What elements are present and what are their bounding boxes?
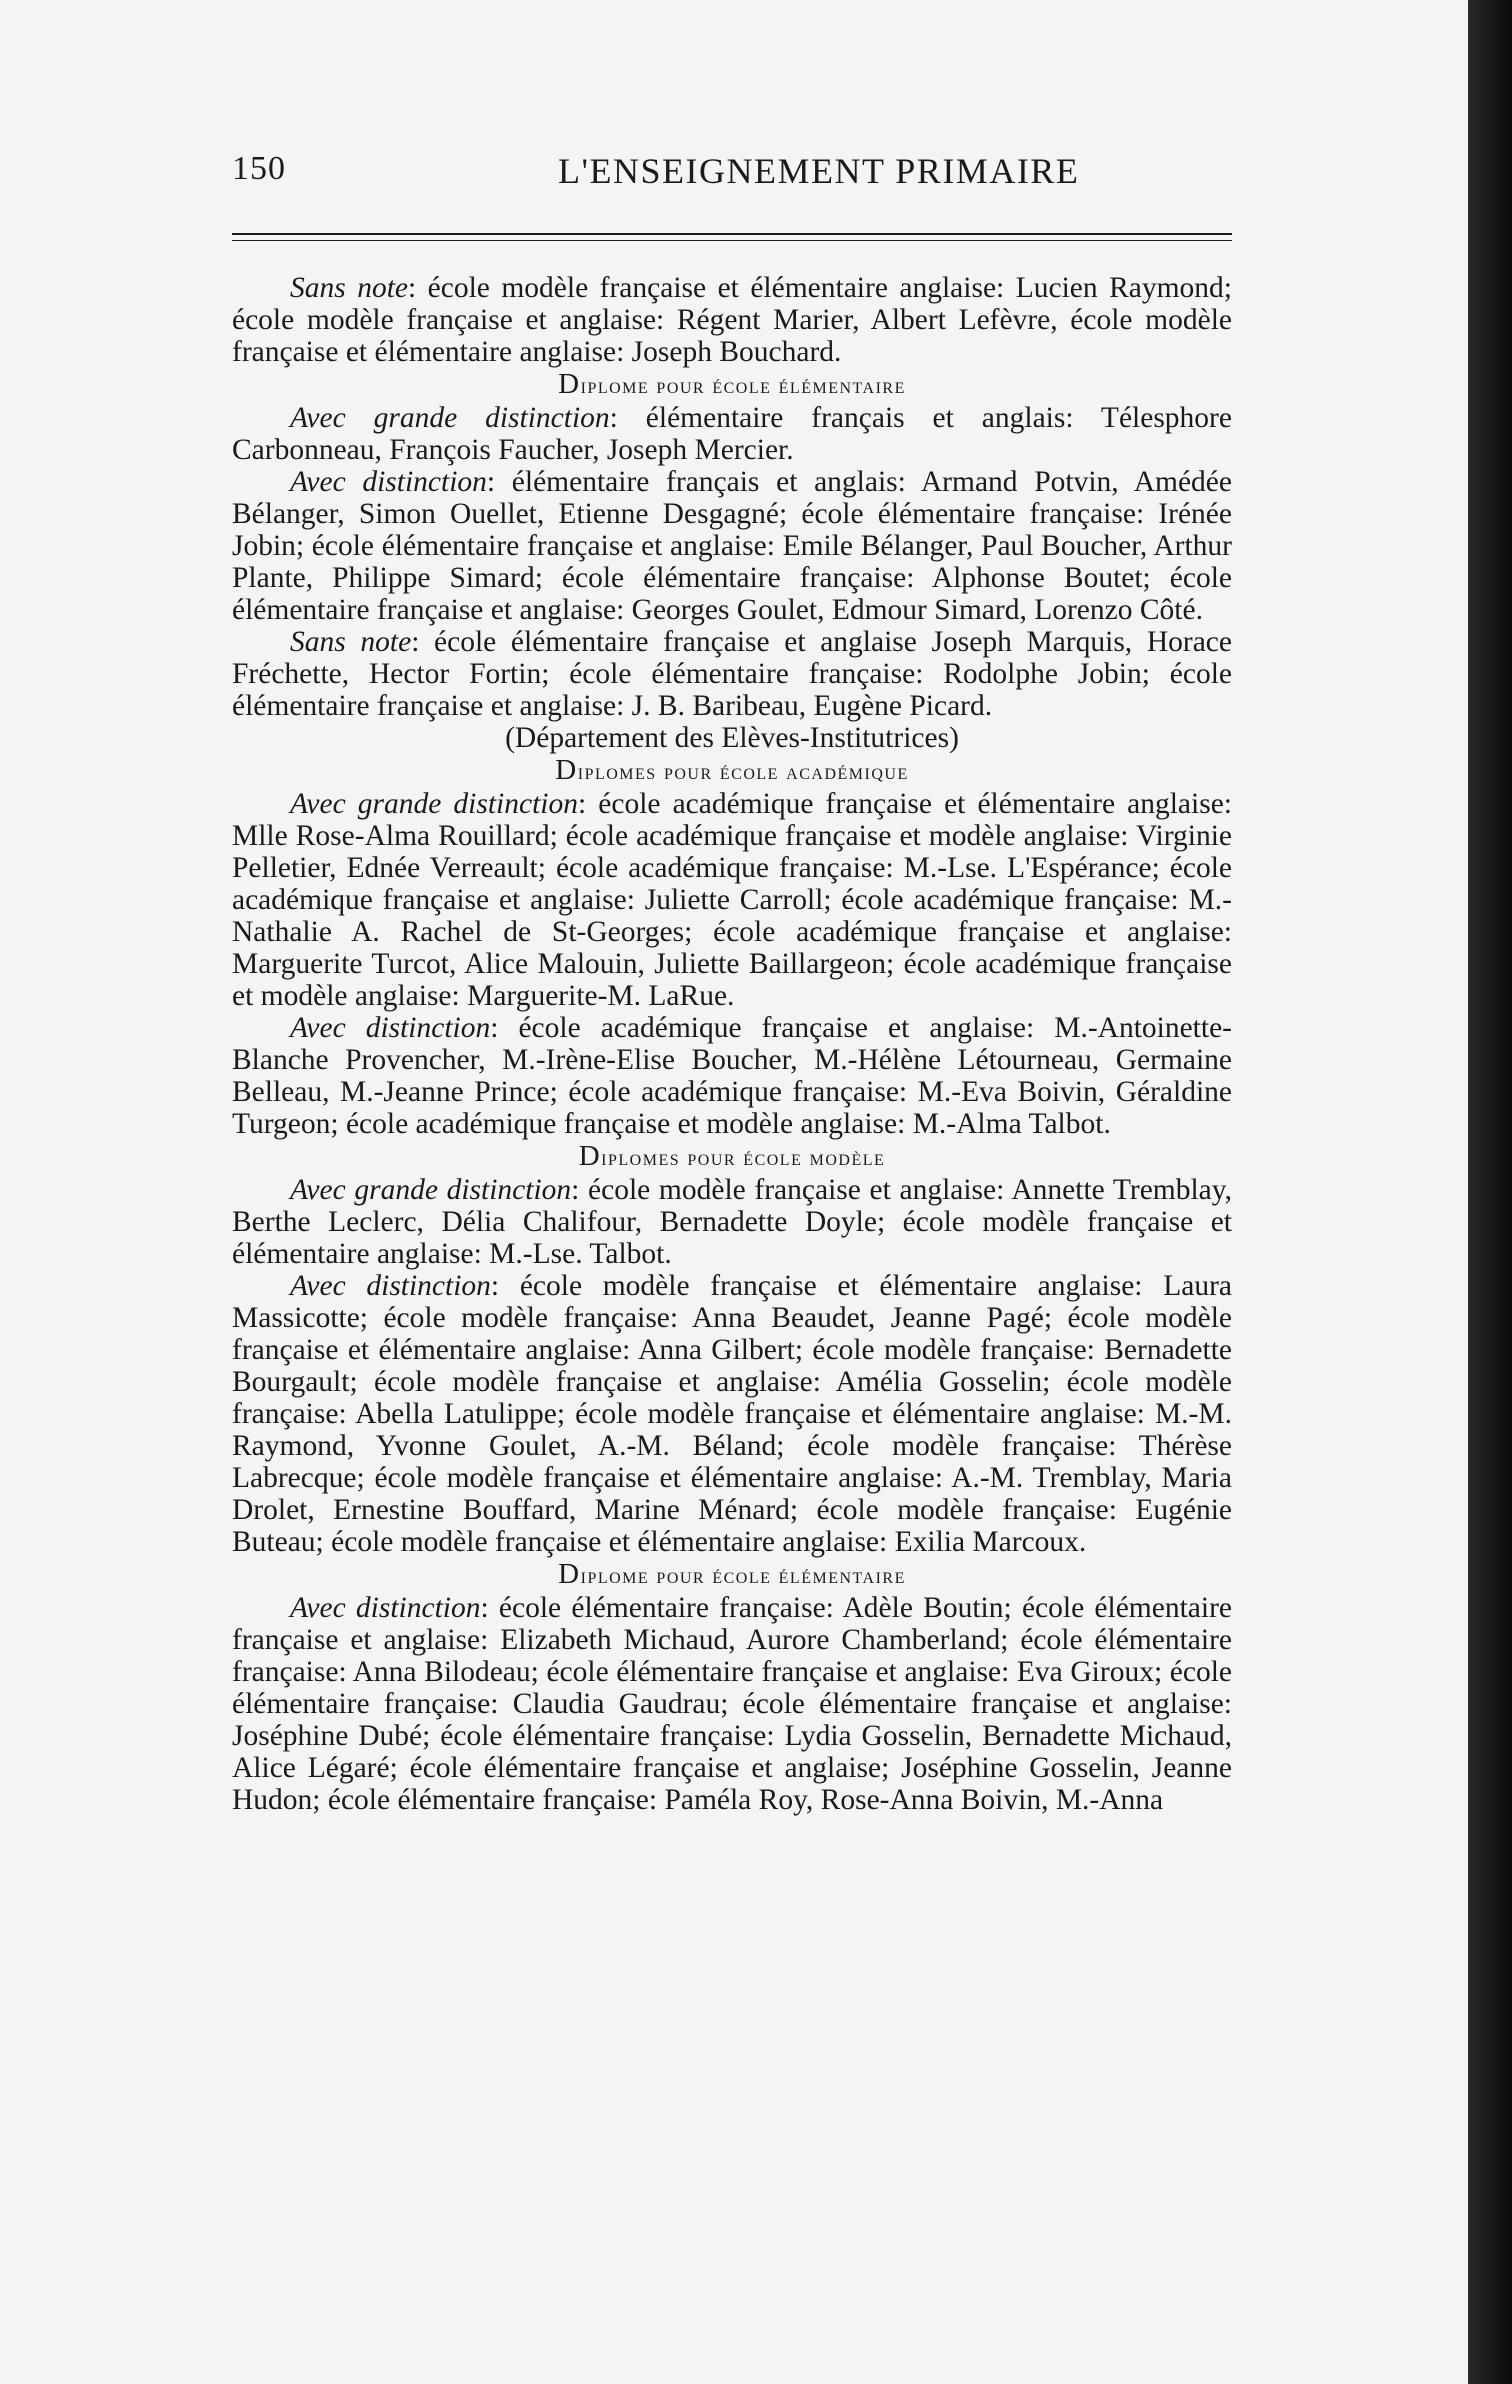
- page-number: 150: [232, 150, 286, 187]
- heading-text: iplome pour école élémentaire: [580, 1563, 906, 1588]
- list-paragraph: [232, 1270, 1232, 1558]
- running-title: L'ENSEIGNEMENT PRIMAIRE: [558, 151, 1080, 191]
- paragraph-lead: Avec distinction: [290, 1270, 491, 1302]
- paragraph-lead: Sans note: [290, 626, 412, 658]
- list-paragraph: [232, 1592, 1232, 1816]
- paragraph-lead: Avec distinction: [290, 1012, 491, 1044]
- heading-text: iplomes pour école modèle: [601, 1145, 886, 1170]
- paragraph-text: : élémentaire français et anglais: Télesphore Carbonneau, François Faucher, Joseph Mercier.: [232, 402, 1232, 466]
- heading-text: iplomes pour école académique: [577, 759, 909, 784]
- heading-initial: D: [555, 754, 578, 786]
- paragraph-text: : école académique française et élémentaire anglaise: Mlle Rose-Alma Rouillard; école académique française et modèle anglaise: Virginie Pelletier, Ednée Verreault; école académique française: M.-Lse. L'Espérance; école académique française et anglaise: Juliette Carroll; école académique française: M.-Nathalie A. Rachel de St-Georges; école académique française et anglaise: Marguerite Turcot, Alice Malouin, Juliette Baillargeon; école académique française et modèle anglaise: Marguerite-M. LaRue.: [232, 788, 1232, 1012]
- paragraph-lead: Avec distinction: [290, 466, 487, 498]
- section-heading: [232, 754, 1232, 788]
- header-rule-thick: [232, 233, 1232, 235]
- list-paragraph: [232, 402, 1232, 466]
- paragraph-text: : école modèle française et anglaise: Annette Tremblay, Berthe Leclerc, Délia Chalifour, Bernadette Doyle; école modèle française et élémentaire anglaise: M.-Lse. Talbot.: [232, 1174, 1232, 1270]
- list-paragraph: [232, 626, 1232, 722]
- section-heading: [232, 1558, 1232, 1592]
- section-heading: [232, 1140, 1232, 1174]
- paragraph-text: : école modèle française et élémentaire anglaise: Lucien Raymond; école modèle française et anglaise: Régent Marier, Albert Lefèvre, école modèle française et élémentaire anglaise: Joseph Bouchard.: [232, 272, 1232, 368]
- list-paragraph: [232, 466, 1232, 626]
- paragraph-lead: Avec distinction: [290, 1592, 481, 1624]
- paragraph-lead: Avec grande distinction: [290, 788, 578, 820]
- list-paragraph: [232, 1012, 1232, 1140]
- section-heading: [232, 368, 1232, 402]
- paragraph-lead: Avec grande distinction: [290, 1174, 572, 1206]
- page-edge-shadow: [1468, 0, 1512, 2384]
- paragraph-text: : école académique française et anglaise: M.-Antoinette-Blanche Provencher, M.-Irène-Elise Boucher, M.-Hélène Létourneau, Germaine Belleau, M.-Jeanne Prince; école académique française: M.-Eva Boivin, Géraldine Turgeon; école académique française et modèle anglaise: M.-Alma Talbot.: [232, 1012, 1232, 1140]
- heading-initial: D: [558, 368, 581, 400]
- paragraph-lead: Avec grande distinction: [290, 402, 610, 434]
- header-rule-thin: [232, 240, 1232, 241]
- heading-text: iplome pour école élémentaire: [580, 373, 906, 398]
- list-paragraph: [232, 788, 1232, 1012]
- heading-initial: D: [578, 1140, 602, 1172]
- paragraph-text: : école modèle française et élémentaire anglaise: Laura Massicotte; école modèle française: Anna Beaudet, Jeanne Pagé; école modèle française et élémentaire anglaise: Anna Gilbert; école modèle française: Bernadette Bourgault; école modèle française et anglaise: Amélia Gosselin; école modèle française: Abella Latulippe; école modèle française et élémentaire anglaise: M.-M. Raymond, Yvonne Goulet, A.-M. Béland; école modèle française: Thérèse Labrecque; école modèle française et élémentaire anglaise: A.-M. Tremblay, Maria Drolet, Ernestine Bouffard, Marine Ménard; école modèle française: Eugénie Buteau; école modèle française et élémentaire anglaise: Exilia Marcoux.: [232, 1270, 1232, 1558]
- paragraph-text: : élémentaire français et anglais: Armand Potvin, Amédée Bélanger, Simon Ouellet, Etienne Desgagné; école élémentaire française: Irénée Jobin; école élémentaire française et anglaise: Emile Bélanger, Paul Boucher, Arthur Plante, Philippe Simard; école élémentaire française: Alphonse Boutet; école élémentaire française et anglaise: Georges Goulet, Edmour Simard, Lorenzo Côté.: [232, 466, 1232, 626]
- department-heading: (Département des Elèves-Institutrices): [505, 722, 959, 754]
- list-paragraph: [232, 1174, 1232, 1270]
- paragraph-lead: Sans note: [290, 272, 408, 304]
- list-paragraph: [232, 272, 1232, 368]
- paragraph-text: : école élémentaire française et anglaise Joseph Marquis, Horace Fréchette, Hector Fortin; école élémentaire française: Rodolphe Jobin; école élémentaire française et anglaise: J. B. Baribeau, Eugène Picard.: [232, 626, 1232, 722]
- running-head: [232, 150, 1232, 194]
- heading-initial: D: [558, 1558, 581, 1590]
- page-body: [232, 272, 1232, 1816]
- paragraph-text: : école élémentaire française: Adèle Boutin; école élémentaire française et anglaise: Elizabeth Michaud, Aurore Chamberland; école élémentaire française: Anna Bilodeau; école élémentaire française et anglaise: Eva Giroux; école élémentaire française: Claudia Gaudrau; école élémentaire française et anglaise: Joséphine Dubé; école élémentaire française: Lydia Gosselin, Bernadette Michaud, Alice Légaré; école élémentaire française et anglaise; Joséphine Gosselin, Jeanne Hudon; école élémentaire française: Paméla Roy, Rose-Anna Boivin, M.-Anna: [232, 1592, 1232, 1816]
